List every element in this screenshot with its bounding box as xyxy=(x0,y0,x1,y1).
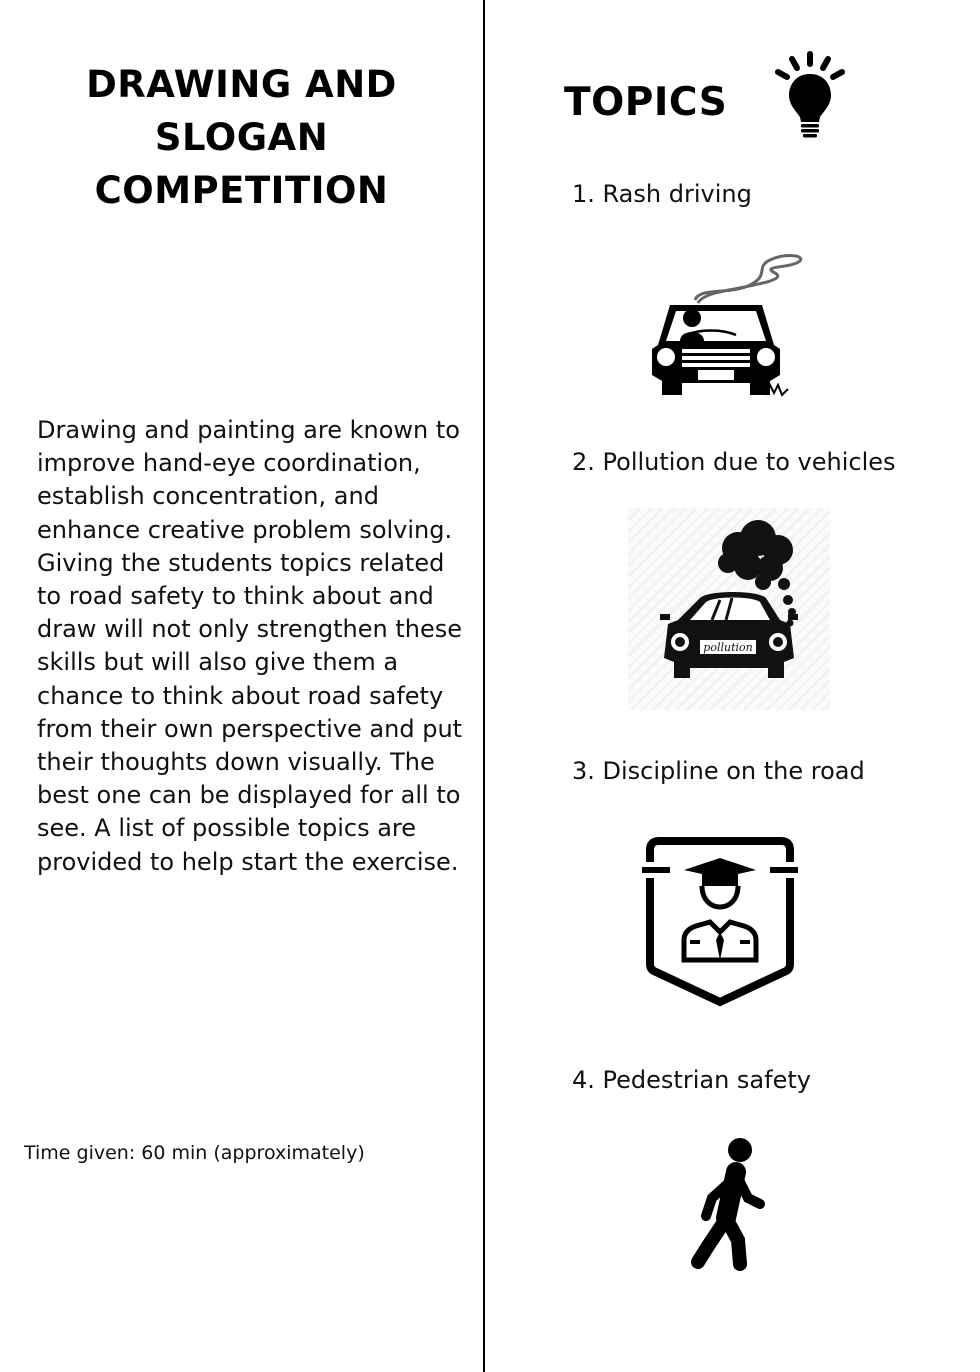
column-divider xyxy=(483,0,485,1372)
topic-3-label: 3. Discipline on the road xyxy=(572,757,865,785)
description-line: their thoughts down visually. The xyxy=(37,748,435,777)
description-line: Giving the students topics related xyxy=(37,548,445,577)
description-line: Drawing and painting are known to xyxy=(37,416,460,444)
pollution-plate-text: pollution xyxy=(703,641,753,654)
time-given: Time given: 60 min (approximately) xyxy=(24,1142,365,1164)
description-line: to road safety to think about and xyxy=(37,582,434,611)
title-line-1: DRAWING AND SLOGAN xyxy=(86,63,397,159)
description-line: best one can be displayed for all to xyxy=(37,781,461,810)
description-paragraph xyxy=(37,414,477,879)
polluting-car-icon xyxy=(628,508,830,710)
topic-4-label: 4. Pedestrian safety xyxy=(572,1066,811,1094)
traffic-officer-badge-icon xyxy=(640,836,800,1008)
description-line: enhance creative problem solving. xyxy=(37,515,453,544)
description-line: from their own perspective and put xyxy=(37,714,463,743)
description-line: establish concentration, and xyxy=(37,482,379,511)
description-line: provided to help start the exercise. xyxy=(37,847,459,876)
title-line-2: COMPETITION xyxy=(94,169,389,212)
rash-driving-car-icon xyxy=(640,245,810,405)
topic-1-label: 1. Rash driving xyxy=(572,180,752,208)
description-line: skills but will also give them a xyxy=(37,648,399,677)
page-title xyxy=(0,58,483,217)
description-line: draw will not only strengthen these xyxy=(37,615,463,644)
pedestrian-walking-icon xyxy=(686,1134,776,1274)
description-line: see. A list of possible topics are xyxy=(37,814,417,843)
description-line: chance to think about road safety xyxy=(37,681,444,710)
lightbulb-icon xyxy=(770,50,850,142)
topic-2-label: 2. Pollution due to vehicles xyxy=(572,448,896,476)
topics-heading: TOPICS xyxy=(564,80,728,125)
description-line: improve hand-eye coordination, xyxy=(37,449,421,478)
